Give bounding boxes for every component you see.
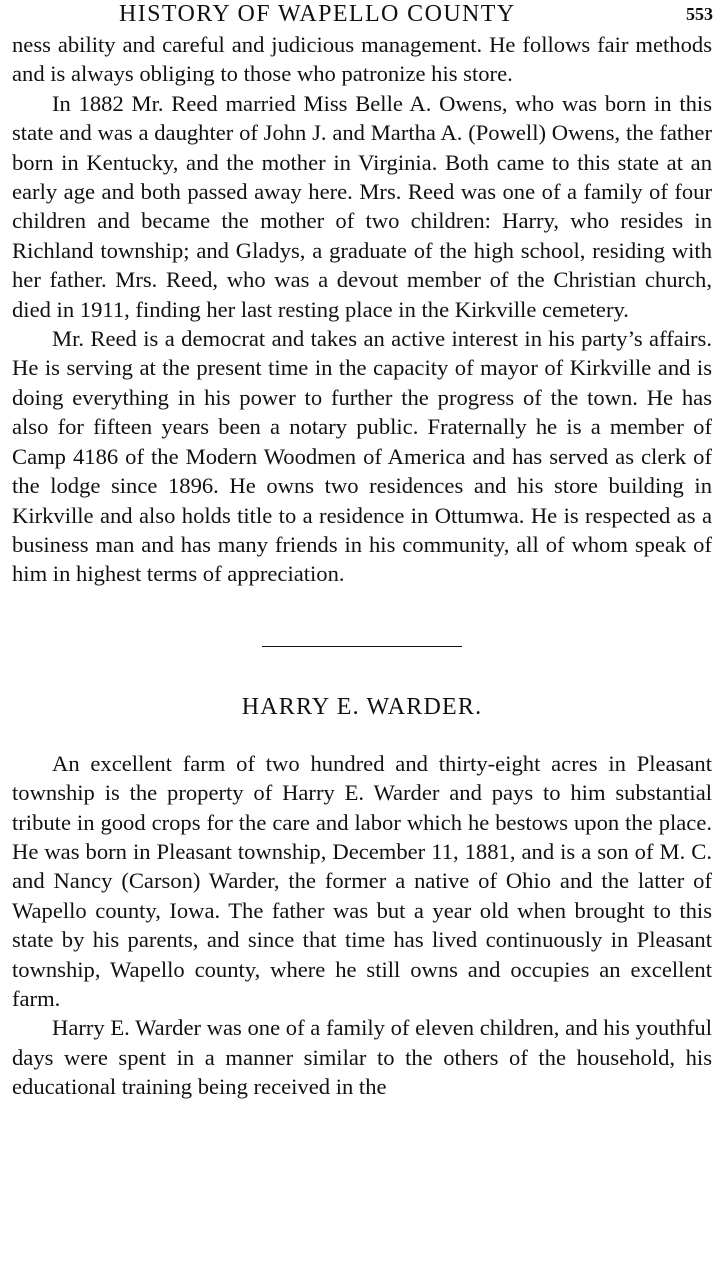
warder-biography: [12, 749, 712, 1102]
paragraph-farm: An excellent farm of two hundred and thirty-eight acres in Pleasant township is the property of Harry E. Warder and pays to him substantial tribute in good crops for the care and labor which he bestows upon the place. He was born in Pleasant township, December 11, 1881, and is a son of M. C. and Nancy (Carson) Warder, the former a native of Ohio and the latter of Wapello county, Iowa. The father was but a year old when brought to this state by his parents, and since that time has lived continuously in Pleasant township, Wapello county, where he still owns and occupies an excellent farm.: [12, 750, 712, 1011]
paragraph-family: Harry E. Warder was one of a family of eleven children, and his youthful days were spent in a manner similar to the others of the household, his educational training being received in the: [12, 1015, 712, 1100]
paragraph-marriage: In 1882 Mr. Reed married Miss Belle A. Owens, who was born in this state and was a daughter of John J. and Martha A. (Powell) Owens, the father born in Kentucky, and the mother in Virginia. Both came to this state at an early age and both passed away here. Mrs. Reed was one of a family of four children and became the mother of two children: Harry, who resides in Richland township; and Gladys, a graduate of the high school, residing with her father. Mrs. Reed, who was a devout member of the Christian church, died in 1911, finding her last resting place in the Kirkville cemetery.: [12, 90, 712, 322]
running-head: HISTORY OF WAPELLO COUNTY: [119, 1, 516, 27]
section-divider: [262, 646, 462, 647]
book-page: [12, 0, 712, 1102]
paragraph-continuation: ness ability and careful and judicious management. He follows fair methods and is always obliging to those who patronize his store.: [12, 32, 712, 87]
reed-biography-continued: [12, 30, 712, 589]
page-number: 553: [686, 4, 713, 24]
section-title: HARRY E. WARDER.: [241, 693, 483, 720]
page-header: [12, 0, 712, 30]
paragraph-public-life: Mr. Reed is a democrat and takes an active interest in his party’s affairs. He is serving at the present time in the capacity of mayor of Kirkville and is doing everything in his power to further the progress of the town. He has also for fifteen years been a notary public. Fraternally he is a member of Camp 4186 of the Modern Woodmen of America and has served as clerk of the lodge since 1896. He owns two residences and his store building in Kirkville and also holds title to a residence in Ottumwa. He is respected as a business man and has many friends in his community, all of whom speak of him in highest terms of appreciation.: [12, 326, 712, 587]
